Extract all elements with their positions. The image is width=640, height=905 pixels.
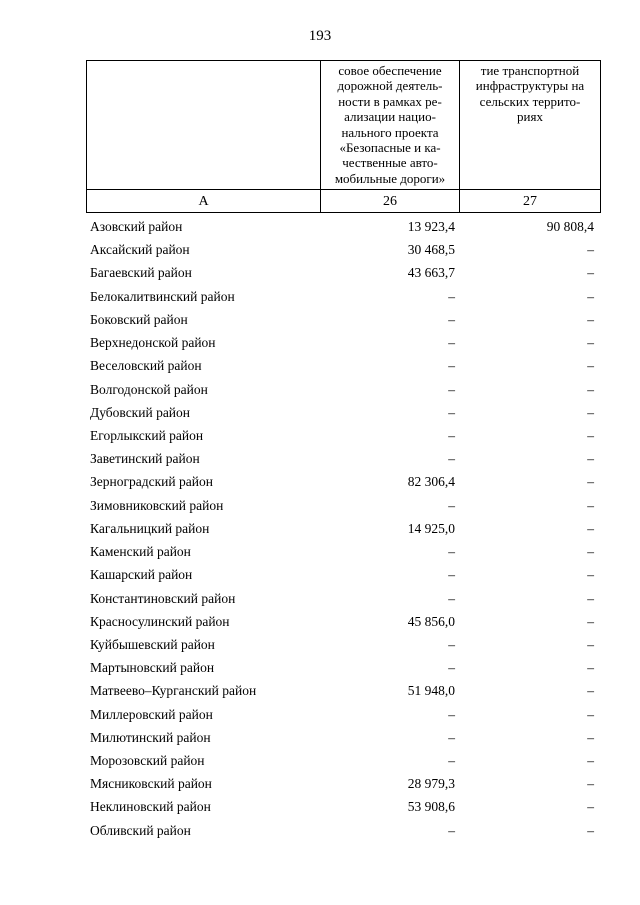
table-row xyxy=(86,703,601,726)
value-col-26: 82 306,4 xyxy=(407,474,455,490)
value-col-27: – xyxy=(587,335,594,351)
table-row xyxy=(86,749,601,772)
value-col-26: – xyxy=(448,381,455,397)
value-col-26: – xyxy=(448,288,455,304)
table-row xyxy=(86,563,601,586)
value-col-27: – xyxy=(587,613,594,629)
value-col-27: – xyxy=(587,265,594,281)
table-row xyxy=(86,261,601,284)
table-row xyxy=(86,517,601,540)
value-col-26: – xyxy=(448,544,455,560)
value-col-27: – xyxy=(587,520,594,536)
table-row xyxy=(86,587,601,610)
value-col-26: – xyxy=(448,636,455,652)
table-row xyxy=(86,726,601,749)
value-col-27: – xyxy=(587,776,594,792)
district-name: Каменский район xyxy=(90,544,191,560)
value-col-26: – xyxy=(448,335,455,351)
value-col-26: – xyxy=(448,706,455,722)
district-name: Боковский район xyxy=(90,311,188,327)
table-row xyxy=(86,656,601,679)
value-col-27: – xyxy=(587,497,594,513)
district-name: Кагальницкий район xyxy=(90,520,210,536)
table-row xyxy=(86,819,601,842)
page-number: 193 xyxy=(308,28,332,44)
table-row xyxy=(86,285,601,308)
value-col-27: – xyxy=(587,242,594,258)
value-col-27: – xyxy=(587,590,594,606)
value-col-27: – xyxy=(587,311,594,327)
district-name: Егорлыкский район xyxy=(90,427,204,443)
district-name: Зимовниковский район xyxy=(90,497,224,513)
table-row xyxy=(86,772,601,795)
value-col-26: – xyxy=(448,451,455,467)
value-col-27: – xyxy=(587,636,594,652)
table-row xyxy=(86,308,601,331)
value-col-26: – xyxy=(448,404,455,420)
value-col-27: – xyxy=(587,474,594,490)
value-col-27: – xyxy=(587,404,594,420)
header-divider-horizontal xyxy=(87,189,600,190)
district-name: Морозовский район xyxy=(90,753,205,769)
table-row xyxy=(86,215,601,238)
district-name: Азовский район xyxy=(90,219,183,234)
table-row xyxy=(86,378,601,401)
district-name: Кашарский район xyxy=(90,567,193,583)
table-row xyxy=(86,494,601,517)
table-row xyxy=(86,540,601,563)
table-header xyxy=(86,60,601,213)
value-col-27: – xyxy=(587,822,594,838)
value-col-26: 13 923,4 xyxy=(407,219,455,234)
value-col-26: 14 925,0 xyxy=(407,520,455,536)
value-col-26: 28 979,3 xyxy=(407,776,455,792)
header-col-27-text: тие транспортной инфраструктуры на сельских террито- риях xyxy=(475,63,585,125)
value-col-27: – xyxy=(587,358,594,374)
district-name: Веселовский район xyxy=(90,358,202,374)
value-col-27: – xyxy=(587,683,594,699)
value-col-26: – xyxy=(448,753,455,769)
table-row xyxy=(86,354,601,377)
table-row xyxy=(86,470,601,493)
district-name: Белокалитвинский район xyxy=(90,288,235,304)
header-col-27-label: 27 xyxy=(523,194,537,209)
table-row xyxy=(86,238,601,261)
value-col-26: 43 663,7 xyxy=(407,265,455,281)
value-col-26: – xyxy=(448,427,455,443)
table-row xyxy=(86,795,601,818)
value-col-26: – xyxy=(448,590,455,606)
table-row xyxy=(86,679,601,702)
district-name: Дубовский район xyxy=(90,404,191,420)
table-row xyxy=(86,633,601,656)
value-col-26: 45 856,0 xyxy=(407,613,455,629)
value-col-26: – xyxy=(448,497,455,513)
district-name: Мясниковский район xyxy=(90,776,212,792)
value-col-27: – xyxy=(587,729,594,745)
table-row xyxy=(86,447,601,470)
value-col-26: – xyxy=(448,358,455,374)
value-col-26: 53 908,6 xyxy=(407,799,455,815)
value-col-26: – xyxy=(448,822,455,838)
value-col-27: 90 808,4 xyxy=(546,219,594,234)
value-col-27: – xyxy=(587,544,594,560)
value-col-27: – xyxy=(587,567,594,583)
district-name: Куйбышевский район xyxy=(90,636,215,652)
header-col-26-text: совое обеспечение дорожной деятель- ности в рамках ре- ализации нацио- нального проекта «Безопасные и ка- чественные авто- мобильные дороги» xyxy=(334,63,446,186)
value-col-26: – xyxy=(448,311,455,327)
district-name: Зерноградский район xyxy=(90,474,213,490)
district-name: Мартыновский район xyxy=(90,660,215,676)
value-col-27: – xyxy=(587,799,594,815)
header-col-a-label: А xyxy=(198,194,209,209)
district-name: Миллеровский район xyxy=(90,706,213,722)
value-col-27: – xyxy=(587,753,594,769)
district-name: Обливский район xyxy=(90,822,191,838)
value-col-27: – xyxy=(587,660,594,676)
value-col-26: 51 948,0 xyxy=(407,683,455,699)
table-row xyxy=(86,424,601,447)
value-col-27: – xyxy=(587,706,594,722)
table-body xyxy=(86,215,601,842)
value-col-26: – xyxy=(448,729,455,745)
value-col-27: – xyxy=(587,427,594,443)
header-col-26-label: 26 xyxy=(383,194,397,209)
table-row xyxy=(86,331,601,354)
district-name: Милютинский район xyxy=(90,729,211,745)
value-col-27: – xyxy=(587,451,594,467)
table-row xyxy=(86,610,601,633)
district-name: Верхнедонской район xyxy=(90,335,216,351)
district-name: Неклиновский район xyxy=(90,799,211,815)
district-name: Матвеево–Курганский район xyxy=(90,683,257,699)
district-name: Заветинский район xyxy=(90,451,200,467)
value-col-26: 30 468,5 xyxy=(407,242,455,258)
district-name: Волгодонской район xyxy=(90,381,208,397)
table-row xyxy=(86,401,601,424)
district-name: Красносулинский район xyxy=(90,613,230,629)
value-col-26: – xyxy=(448,567,455,583)
district-name: Аксайский район xyxy=(90,242,190,258)
district-name: Константиновский район xyxy=(90,590,236,606)
value-col-27: – xyxy=(587,381,594,397)
value-col-27: – xyxy=(587,288,594,304)
district-name: Багаевский район xyxy=(90,265,192,281)
value-col-26: – xyxy=(448,660,455,676)
